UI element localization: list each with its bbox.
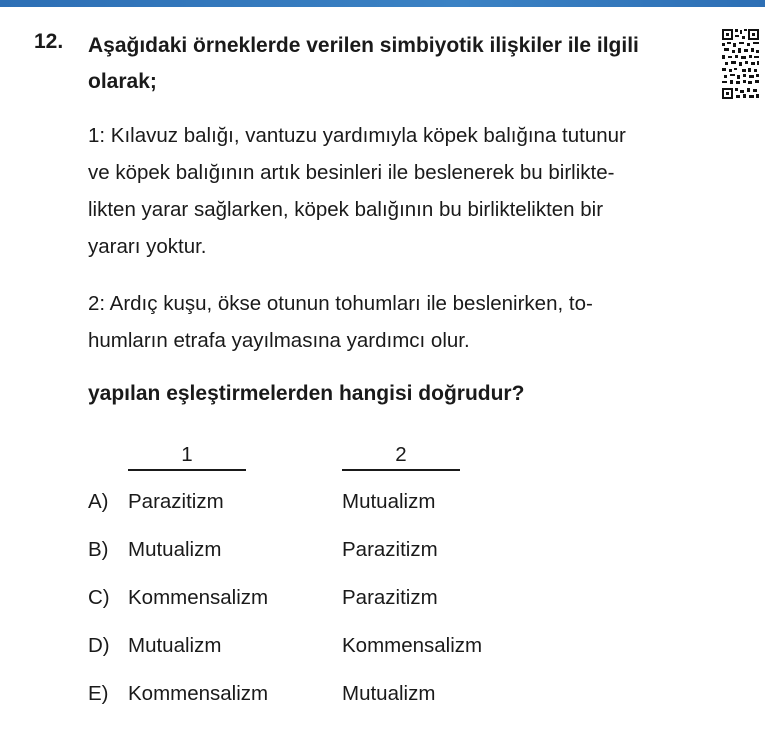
question-stem: [88, 28, 708, 100]
option-col2-value: Parazitizm: [342, 538, 438, 561]
statement-line: humların etrafa yayılmasına yardımcı olur.: [88, 329, 470, 352]
qr-code-icon: [721, 28, 761, 100]
top-color-bar: [0, 0, 765, 7]
option-b[interactable]: [88, 538, 588, 568]
option-c[interactable]: [88, 586, 588, 616]
option-col1-value: Kommensalizm: [128, 586, 269, 609]
option-col1-value: Mutualizm: [128, 538, 222, 561]
statement-2: [88, 285, 706, 359]
option-col1-value: Mutualizm: [128, 634, 222, 657]
option-letter: B): [88, 538, 109, 561]
option-letter: D): [88, 634, 110, 657]
statement-line: 2: Ardıç kuşu, ökse otunun tohumları ile beslenirken, to-: [88, 292, 593, 315]
option-letter: C): [88, 586, 110, 609]
stem-line: Aşağıdaki örneklerde verilen simbiyotik ilişkiler ile ilgili: [88, 34, 639, 57]
option-col2-value: Kommensalizm: [342, 634, 483, 657]
option-col2-value: Parazitizm: [342, 586, 438, 609]
option-col1-value: Kommensalizm: [128, 682, 269, 705]
column-header-2: 2: [342, 443, 460, 471]
stem-line: olarak;: [88, 70, 157, 93]
option-col2-value: Mutualizm: [342, 490, 436, 513]
statement-line: ve köpek balığının artık besinleri ile beslenerek bu birlikte-: [88, 161, 615, 184]
option-letter: E): [88, 682, 109, 705]
statement-line: yararı yoktur.: [88, 235, 207, 258]
statement-line: 1: Kılavuz balığı, vantuzu yardımıyla köpek balığına tutunur: [88, 124, 626, 147]
column-header-1: 1: [128, 443, 246, 471]
option-col2-value: Mutualizm: [342, 682, 436, 705]
question-number: 12.: [34, 30, 64, 53]
question-prompt: yapılan eşleştirmelerden hangisi doğrudur?: [88, 382, 525, 405]
option-letter: A): [88, 490, 109, 513]
option-a[interactable]: [88, 490, 588, 520]
option-d[interactable]: [88, 634, 588, 664]
option-col1-value: Parazitizm: [128, 490, 224, 513]
statement-1: [88, 117, 706, 265]
statement-line: likten yarar sağlarken, köpek balığının bu birliktelikten bir: [88, 198, 604, 221]
option-e[interactable]: [88, 682, 588, 712]
